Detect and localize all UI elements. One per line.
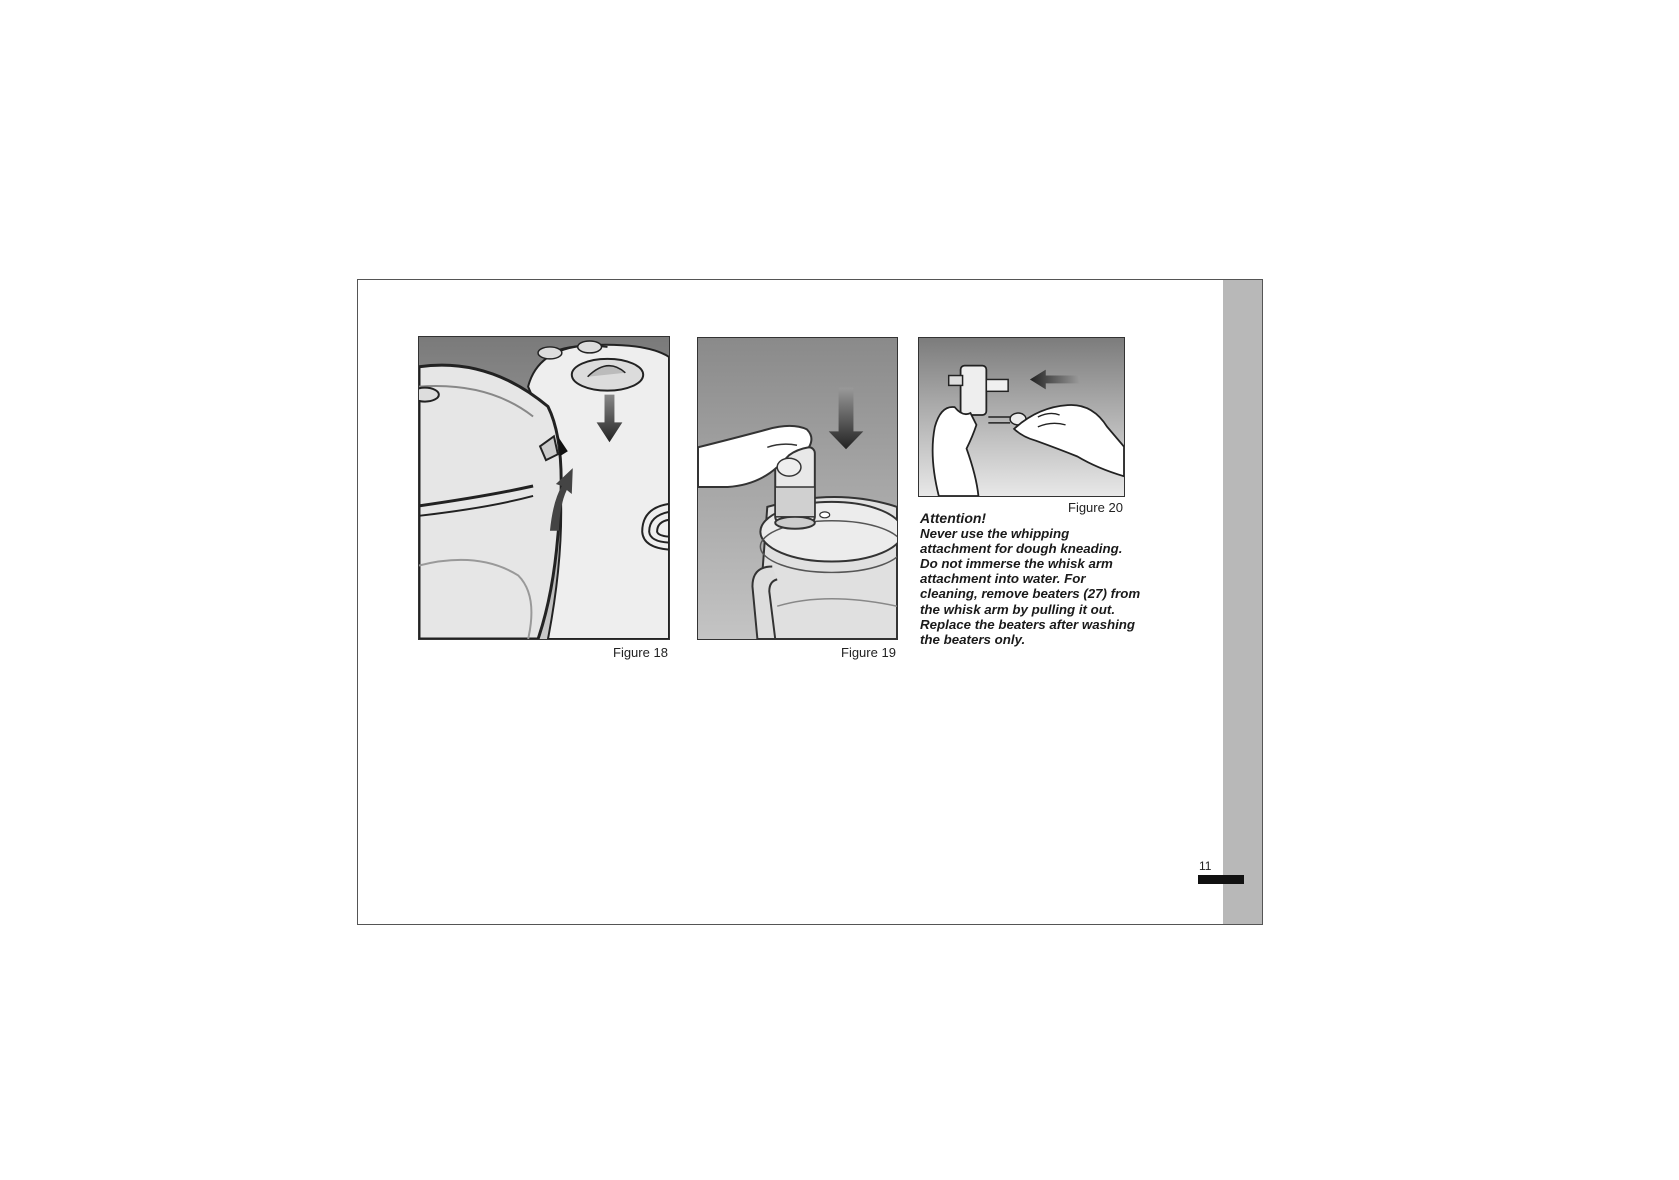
side-tab-strip <box>1223 280 1262 924</box>
manual-page <box>357 279 1263 925</box>
attention-line: the whisk arm by pulling it out. <box>920 601 1116 617</box>
page-number: 11 <box>1199 859 1212 873</box>
attention-line: cleaning, remove beaters (27) from <box>920 586 1141 602</box>
attention-line: attachment into water. For <box>920 571 1086 587</box>
attention-line: Replace the beaters after washing <box>920 616 1136 632</box>
figure-20-caption: Figure 20 <box>1068 500 1123 515</box>
attention-line: Never use the whipping <box>920 526 1070 542</box>
figure-18-illustration <box>418 336 670 640</box>
attention-line: the beaters only. <box>920 631 1026 647</box>
attention-heading: Attention! <box>920 510 987 526</box>
attention-line: attachment for dough kneading. <box>920 541 1123 557</box>
figure-18-caption: Figure 18 <box>613 645 668 660</box>
page-number-bar <box>1198 875 1244 884</box>
figure-20-illustration <box>918 337 1125 497</box>
attention-note <box>920 511 1160 647</box>
attention-line: Do not immerse the whisk arm <box>920 556 1113 572</box>
figure-19-illustration <box>697 337 898 640</box>
figure-19-caption: Figure 19 <box>841 645 896 660</box>
